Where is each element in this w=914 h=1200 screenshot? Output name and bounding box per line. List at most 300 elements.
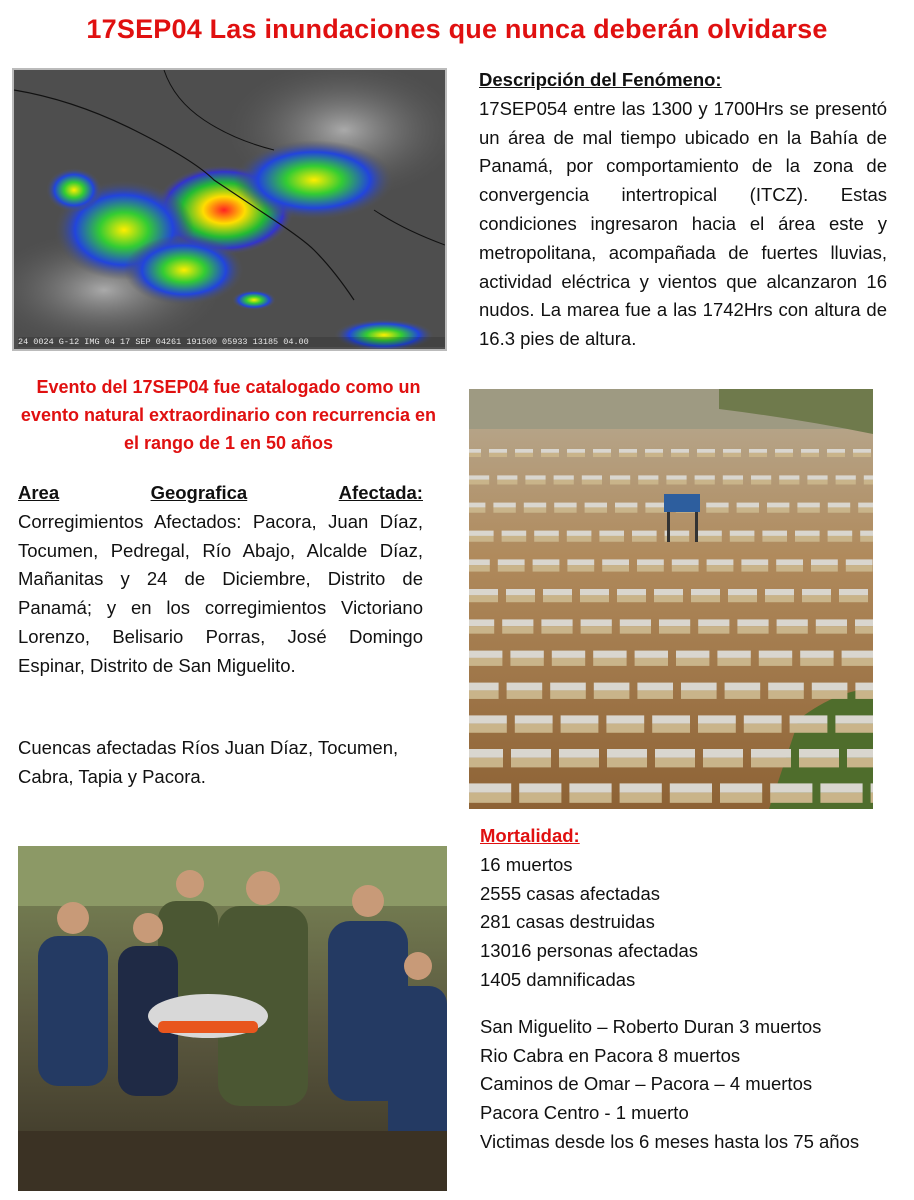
house-wall [765, 595, 794, 602]
area-body: Corregimientos Afectados: Pacora, Juan Díaz, Tocumen, Pedregal, Río Abajo, Alcalde Díaz, Mañanitas y 24 de Diciembre, Distrito de Panamá; y en los corregimientos Victoriano Lorenzo, Belisario Porras, José Domingo Espinar, Distrito de San Miguelito. [18, 510, 423, 676]
house-roof [654, 589, 683, 595]
description-section [479, 66, 887, 354]
house-roof [765, 589, 794, 595]
house-roof [720, 783, 762, 792]
house-wall [698, 626, 729, 633]
house-wall [519, 793, 561, 803]
satellite-image [12, 68, 447, 351]
house-wall [871, 793, 873, 803]
house-wall [619, 453, 637, 457]
house-roof [671, 449, 689, 453]
house-roof [717, 651, 750, 658]
house-wall [707, 565, 734, 571]
house-wall [846, 565, 873, 571]
house-roof [502, 531, 527, 536]
flood-graphic [469, 389, 873, 809]
house-wall [502, 536, 527, 542]
house-roof [607, 749, 647, 758]
house-roof [619, 449, 637, 453]
house-roof [515, 449, 533, 453]
house-wall [790, 724, 828, 733]
house-roof [511, 749, 551, 758]
house-wall [602, 565, 629, 571]
house-wall [511, 758, 551, 768]
house-roof [728, 589, 757, 595]
house-wall [860, 536, 873, 542]
house-wall [469, 595, 498, 602]
house-roof [839, 589, 868, 595]
house-wall [580, 595, 609, 602]
house-wall [567, 536, 592, 542]
house-wall [768, 690, 804, 699]
house-roof [620, 619, 651, 626]
house-wall [497, 480, 517, 485]
house-roof [469, 783, 511, 792]
house-roof [864, 475, 873, 479]
mortality-stat: 2555 casas afectadas [480, 882, 660, 904]
house-roof [725, 683, 761, 691]
house-roof [795, 531, 820, 536]
house-roof [723, 475, 743, 479]
house-wall [835, 724, 873, 733]
house-wall [569, 793, 611, 803]
house-wall [836, 480, 856, 485]
house-roof [550, 683, 586, 691]
house-wall [510, 658, 543, 666]
house-roof [744, 715, 782, 723]
house-wall [620, 626, 651, 633]
house-wall [820, 793, 862, 803]
house-wall [828, 536, 853, 542]
house-roof [871, 783, 873, 792]
house-wall [855, 626, 873, 633]
house-roof [801, 449, 819, 453]
page-title: 17SEP04 Las inundaciones que nunca deberán olvidarse [86, 14, 828, 44]
house-wall [723, 453, 741, 457]
area-heading-word-2: Geografica [150, 482, 248, 503]
house-wall [469, 536, 494, 542]
house-wall [759, 658, 792, 666]
house-roof [617, 589, 646, 595]
house-roof [828, 503, 850, 508]
house-wall [632, 536, 657, 542]
house-wall [507, 690, 543, 699]
house-roof [703, 749, 743, 758]
house-roof [507, 683, 543, 691]
house-wall [779, 480, 799, 485]
mortality-stat: 281 casas destruidas [480, 911, 655, 933]
house-roof [790, 715, 828, 723]
area-heading-word-1: Area [18, 482, 60, 503]
house-roof [652, 715, 690, 723]
house-roof [615, 503, 637, 508]
house-roof [816, 619, 847, 626]
house-wall [847, 758, 873, 768]
house-roof [858, 503, 873, 508]
house-wall [767, 507, 789, 512]
house-wall [723, 480, 743, 485]
house-wall [855, 690, 873, 699]
house-roof [637, 683, 673, 691]
house-roof [853, 449, 871, 453]
house-roof [632, 531, 657, 536]
house-roof [559, 749, 599, 758]
house-wall [489, 453, 507, 457]
house-roof [599, 531, 624, 536]
house-roof [469, 651, 502, 658]
house-wall [659, 626, 690, 633]
house-roof [541, 449, 559, 453]
house-wall [469, 758, 503, 768]
house-wall [637, 565, 664, 571]
house-roof [502, 619, 533, 626]
house-roof [593, 449, 611, 453]
house-roof [695, 475, 715, 479]
rescue-photo [18, 846, 447, 1191]
house-roof [672, 559, 699, 565]
house-roof [585, 503, 607, 508]
area-section [18, 479, 423, 681]
house-roof [567, 531, 592, 536]
mortality-detail: Caminos de Omar – Pacora – 4 muertos [480, 1073, 813, 1095]
flood-photo [469, 389, 873, 809]
house-roof [606, 715, 644, 723]
house-roof [552, 651, 585, 658]
house-roof [812, 683, 848, 691]
cuencas-text: Cuencas afectadas Ríos Juan Díaz, Tocumen, Cabra, Tapia y Pacora. [18, 737, 399, 787]
house-wall [691, 595, 720, 602]
house-roof [775, 449, 793, 453]
house-wall [582, 480, 602, 485]
house-roof [828, 531, 853, 536]
house-roof [706, 503, 728, 508]
house-roof [846, 559, 873, 565]
house-roof [561, 715, 599, 723]
house-wall [498, 565, 525, 571]
house-roof [836, 475, 856, 479]
house-roof [751, 475, 771, 479]
house-roof [799, 749, 839, 758]
house-wall [599, 536, 624, 542]
house-roof [569, 783, 611, 792]
house-roof [811, 559, 838, 565]
house-wall [561, 724, 599, 733]
house-wall [506, 595, 535, 602]
house-roof [489, 449, 507, 453]
house-wall [559, 758, 599, 768]
house-roof [737, 619, 768, 626]
house-roof [827, 449, 845, 453]
house-roof [602, 559, 629, 565]
rescue-graphic [18, 846, 447, 1191]
house-roof [797, 503, 819, 508]
house-roof [469, 619, 494, 626]
description-heading: Descripción del Fenómeno: [479, 69, 722, 90]
mortality-stat: 1405 damnificadas [480, 968, 636, 990]
house-wall [469, 453, 481, 457]
house-roof [525, 475, 545, 479]
house-wall [469, 658, 502, 666]
house-wall [469, 480, 489, 485]
house-roof [681, 683, 717, 691]
mortality-section [480, 822, 900, 1157]
house-wall [666, 480, 686, 485]
house-wall [610, 480, 630, 485]
house-roof [469, 715, 507, 723]
house-wall [751, 758, 791, 768]
mortality-detail: Victimas desde los 6 meses hasta los 75 años [480, 1130, 860, 1152]
house-wall [620, 793, 662, 803]
house-roof [497, 475, 517, 479]
house-wall [554, 507, 576, 512]
house-roof [707, 559, 734, 565]
house-roof [469, 449, 481, 453]
house-roof [768, 683, 804, 691]
house-roof [691, 589, 720, 595]
house-roof [582, 475, 602, 479]
house-wall [637, 690, 673, 699]
house-roof [515, 715, 553, 723]
house-wall [728, 595, 757, 602]
house-wall [543, 595, 572, 602]
mortality-detail: Rio Cabra en Pacora 8 muertos [480, 1044, 741, 1066]
house-roof [842, 651, 873, 658]
house-wall [811, 565, 838, 571]
house-roof [655, 749, 695, 758]
house-roof [779, 475, 799, 479]
house-roof [469, 475, 489, 479]
house-roof [723, 449, 741, 453]
house-wall [515, 724, 553, 733]
mortality-detail: Pacora Centro - 1 muerto [480, 1102, 689, 1124]
house-wall [607, 758, 647, 768]
house-wall [493, 507, 515, 512]
house-roof [730, 531, 755, 536]
house-wall [744, 724, 782, 733]
house-roof [741, 559, 768, 565]
house-roof [533, 559, 560, 565]
house-roof [855, 683, 873, 691]
house-wall [567, 565, 594, 571]
house-roof [469, 749, 503, 758]
house-wall [801, 453, 819, 457]
house-roof [759, 651, 792, 658]
house-wall [807, 480, 827, 485]
house-wall [816, 626, 847, 633]
house-roof [554, 475, 574, 479]
house-wall [839, 595, 868, 602]
house-wall [676, 658, 709, 666]
house-roof [645, 449, 663, 453]
house-wall [697, 453, 715, 457]
satellite-graphic [14, 70, 445, 349]
house-wall [525, 480, 545, 485]
house-wall [469, 626, 494, 633]
house-roof [860, 531, 873, 536]
house-roof [594, 683, 630, 691]
house-wall [776, 565, 803, 571]
house-wall [799, 758, 839, 768]
house-wall [554, 480, 574, 485]
house-wall [777, 626, 808, 633]
house-wall [645, 453, 663, 457]
house-wall [795, 536, 820, 542]
house-wall [655, 758, 695, 768]
house-wall [858, 507, 873, 512]
house-wall [541, 453, 559, 457]
house-roof [670, 783, 712, 792]
house-roof [580, 589, 609, 595]
mortality-detail: San Miguelito – Roberto Duran 3 muertos [480, 1015, 822, 1037]
house-roof [519, 783, 561, 792]
house-roof [469, 503, 485, 508]
house-roof [554, 503, 576, 508]
house-wall [469, 793, 511, 803]
house-roof [469, 589, 498, 595]
house-wall [469, 724, 507, 733]
house-roof [534, 531, 559, 536]
house-wall [725, 690, 761, 699]
house-roof [610, 475, 630, 479]
house-roof [510, 651, 543, 658]
house-wall [681, 690, 717, 699]
house-wall [654, 595, 683, 602]
house-wall [541, 626, 572, 633]
mortality-stat: 13016 personas afectadas [480, 940, 699, 962]
house-wall [671, 453, 689, 457]
house-wall [615, 507, 637, 512]
house-wall [800, 658, 833, 666]
house-roof [767, 503, 789, 508]
satellite-timestamp: 24 0024 G-12 IMG 04 17 SEP 04261 191500 05933 13185 04.00 [18, 337, 447, 347]
house-roof [855, 619, 873, 626]
house-wall [770, 793, 812, 803]
house-wall [695, 480, 715, 485]
area-heading [18, 479, 423, 508]
house-wall [515, 453, 533, 457]
house-roof [493, 503, 515, 508]
house-roof [737, 503, 759, 508]
house-wall [730, 536, 755, 542]
description-body: 17SEP054 entre las 1300 y 1700Hrs se presentó un área de mal tiempo ubicado en la Bahía de Panamá, por comportamiento de la zona de convergencia intertropical (ITCZ). Estas condiciones ingresaron hacia el área este y metropolitana, acompañada de fuertes lluvias, actividad eléctrica y vientos que alcanzaron 16 nudos. La marea fue a las 1742Hrs con altura de 16.3 pies de altura. [479, 97, 887, 350]
house-roof [835, 715, 873, 723]
house-roof [543, 589, 572, 595]
house-wall [775, 453, 793, 457]
house-roof [697, 449, 715, 453]
house-roof [581, 619, 612, 626]
house-roof [506, 589, 535, 595]
house-wall [617, 595, 646, 602]
house-roof [567, 559, 594, 565]
house-wall [741, 565, 768, 571]
house-roof [659, 619, 690, 626]
house-roof [666, 475, 686, 479]
house-wall [469, 690, 499, 699]
event-statement: Evento del 17SEP04 fue catalogado como un evento natural extraordinario con recurrencia en el rango de 1 en 50 años [20, 377, 437, 453]
house-wall [842, 658, 873, 666]
house-wall [550, 690, 586, 699]
house-wall [797, 507, 819, 512]
house-wall [802, 595, 831, 602]
house-wall [593, 658, 626, 666]
house-wall [737, 507, 759, 512]
house-wall [469, 565, 490, 571]
house-wall [533, 565, 560, 571]
house-roof [498, 559, 525, 565]
house-wall [606, 724, 644, 733]
house-roof [697, 531, 722, 536]
house-wall [534, 536, 559, 542]
house-wall [717, 658, 750, 666]
house-roof [749, 449, 767, 453]
house-roof [800, 651, 833, 658]
house-wall [697, 536, 722, 542]
house-wall [594, 690, 630, 699]
house-wall [638, 480, 658, 485]
house-roof [469, 531, 494, 536]
house-roof [637, 559, 664, 565]
house-roof [847, 749, 873, 758]
house-roof [698, 715, 736, 723]
house-roof [776, 559, 803, 565]
house-wall [567, 453, 585, 457]
house-wall [502, 626, 533, 633]
house-roof [593, 651, 626, 658]
house-roof [777, 619, 808, 626]
house-wall [737, 626, 768, 633]
house-wall [469, 507, 485, 512]
house-wall [853, 453, 871, 457]
house-roof [770, 783, 812, 792]
house-wall [670, 793, 712, 803]
house-wall [581, 626, 612, 633]
house-roof [541, 619, 572, 626]
house-wall [827, 453, 845, 457]
spacer [480, 995, 900, 1013]
area-heading-word-3: Afectada: [338, 482, 423, 503]
house-wall [706, 507, 728, 512]
house-roof [469, 683, 499, 691]
house-wall [828, 507, 850, 512]
house-wall [635, 658, 668, 666]
house-wall [698, 724, 736, 733]
house-roof [635, 651, 668, 658]
house-roof [524, 503, 546, 508]
house-roof [676, 651, 709, 658]
house-wall [652, 724, 690, 733]
house-roof [802, 589, 831, 595]
house-roof [762, 531, 787, 536]
house-wall [812, 690, 848, 699]
house-wall [751, 480, 771, 485]
house-wall [864, 480, 873, 485]
mortality-heading: Mortalidad: [480, 825, 580, 846]
house-wall [524, 507, 546, 512]
house-roof [638, 475, 658, 479]
house-roof [751, 749, 791, 758]
house-wall [593, 453, 611, 457]
house-wall [703, 758, 743, 768]
house-roof [807, 475, 827, 479]
house-roof [698, 619, 729, 626]
house-wall [552, 658, 585, 666]
house-roof [567, 449, 585, 453]
mortality-stat: 16 muertos [480, 853, 573, 875]
house-wall [585, 507, 607, 512]
house-wall [672, 565, 699, 571]
house-wall [762, 536, 787, 542]
house-roof [820, 783, 862, 792]
